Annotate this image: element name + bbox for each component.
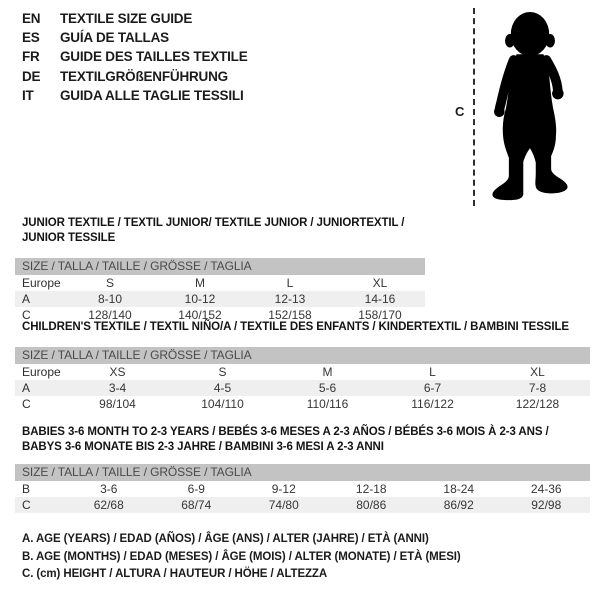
footnote-b: B. AGE (MONTHS) / EDAD (MESES) / ÂGE (MOIS) / ALTER (MONATE) / ETÀ (MESI) bbox=[22, 550, 461, 563]
lang-code: EN bbox=[22, 11, 41, 26]
lang-title: GUIDA ALLE TAGLIE TESSILI bbox=[60, 87, 244, 103]
size-cell: 7-8 bbox=[528, 381, 547, 395]
size-cell: 128/140 bbox=[88, 308, 132, 322]
size-cell: 104/110 bbox=[201, 397, 244, 411]
lang-title: GUIDE DES TAILLES TEXTILE bbox=[60, 49, 248, 65]
lang-row-it bbox=[22, 86, 248, 105]
height-label-c: C bbox=[455, 104, 465, 119]
section-junior-textile bbox=[15, 216, 425, 323]
section-babies-textile bbox=[15, 425, 590, 513]
size-cell: XS bbox=[109, 365, 126, 379]
lang-title: GUÍA DE TALLAS bbox=[60, 30, 169, 46]
row-label: Europe bbox=[22, 365, 61, 379]
row-label: A bbox=[22, 292, 31, 306]
size-cell: 6-9 bbox=[187, 482, 205, 496]
lang-row-en bbox=[22, 9, 248, 28]
size-cell: 10-12 bbox=[184, 292, 216, 306]
size-cell: 9-12 bbox=[271, 482, 296, 496]
size-cell: 68/74 bbox=[181, 498, 212, 512]
section-title: CHILDREN'S TEXTILE / TEXTIL NIÑO/A / TEXTILE DES ENFANTS / KINDERTEXTIL / BAMBINI TESSILE bbox=[22, 321, 569, 333]
babies-size-table bbox=[15, 481, 590, 513]
size-cell: 116/122 bbox=[411, 397, 454, 411]
table-row bbox=[15, 291, 425, 307]
row-label: C bbox=[22, 308, 31, 322]
size-cell: 12-18 bbox=[355, 482, 387, 496]
section-title-line2: BABYS 3-6 MONATE BIS 2-3 JAHRE / BAMBINI 3-6 MESI A 2-3 ANNI bbox=[22, 441, 384, 453]
size-cell: 152/158 bbox=[268, 308, 312, 322]
lang-code: DE bbox=[22, 68, 41, 84]
size-cell: 24-36 bbox=[530, 482, 562, 496]
size-cell: M bbox=[322, 365, 333, 379]
size-cell: 14-16 bbox=[364, 292, 396, 306]
footnote-c: C. (cm) HEIGHT / ALTURA / HAUTEUR / HÖHE / ALTEZZA bbox=[22, 568, 328, 581]
junior-size-table bbox=[15, 275, 425, 323]
lang-row-fr bbox=[22, 47, 248, 66]
size-cell: 4-5 bbox=[213, 381, 232, 395]
size-cell: 110/116 bbox=[306, 397, 349, 411]
size-cell: 86/92 bbox=[443, 498, 474, 512]
footnotes bbox=[22, 531, 461, 584]
size-cell: 12-13 bbox=[274, 292, 306, 306]
table-row bbox=[15, 396, 590, 412]
height-measure-dashed-line bbox=[473, 8, 475, 206]
language-header bbox=[22, 9, 248, 105]
size-header-bar: SIZE / TALLA / TAILLE / GRÖSSE / TAGLIA bbox=[15, 347, 590, 364]
section-title-line1: BABIES 3-6 MONTH TO 2-3 YEARS / BEBÉS 3-6 MESES A 2-3 AÑOS / BÉBÉS 3-6 MOIS À 2-3 ANS / bbox=[22, 426, 549, 438]
section-title: JUNIOR TEXTILE / TEXTIL JUNIOR/ TEXTILE JUNIOR / JUNIORTEXTIL / JUNIOR TESSILE bbox=[22, 217, 405, 244]
size-cell: S bbox=[218, 365, 227, 379]
size-cell: 18-24 bbox=[443, 482, 475, 496]
size-cell: XL bbox=[530, 365, 545, 379]
baby-silhouette-icon bbox=[482, 6, 578, 208]
row-label: C bbox=[22, 397, 31, 411]
lang-code: ES bbox=[22, 30, 40, 46]
size-cell: 5-6 bbox=[318, 381, 337, 395]
table-row bbox=[15, 481, 590, 497]
size-cell: S bbox=[105, 276, 114, 290]
lang-row-de bbox=[22, 67, 248, 86]
size-cell: 8-10 bbox=[97, 292, 123, 306]
size-cell: 92/98 bbox=[531, 498, 562, 512]
size-cell: L bbox=[429, 365, 436, 379]
lang-title: TEXTILGRÖßENFÜHRUNG bbox=[60, 68, 228, 84]
table-row bbox=[15, 497, 590, 513]
size-cell: 74/80 bbox=[268, 498, 299, 512]
lang-code: IT bbox=[22, 87, 34, 103]
section-children-textile bbox=[15, 320, 590, 412]
table-row bbox=[15, 380, 590, 396]
lang-row-es bbox=[22, 28, 248, 47]
size-header-bar: SIZE / TALLA / TAILLE / GRÖSSE / TAGLIA bbox=[15, 464, 590, 481]
table-row bbox=[15, 275, 425, 291]
size-cell: 158/170 bbox=[358, 308, 402, 322]
row-label: A bbox=[22, 381, 31, 395]
size-cell: XL bbox=[372, 276, 388, 290]
lang-title: TEXTILE SIZE GUIDE bbox=[60, 11, 193, 26]
size-cell: 98/104 bbox=[99, 397, 136, 411]
size-cell: 140/152 bbox=[178, 308, 222, 322]
size-cell: 80/86 bbox=[356, 498, 387, 512]
size-cell: 3-6 bbox=[100, 482, 118, 496]
size-cell: 3-4 bbox=[108, 381, 127, 395]
size-cell: 122/128 bbox=[515, 397, 560, 411]
size-cell: L bbox=[286, 276, 294, 290]
table-row bbox=[15, 364, 590, 380]
lang-code: FR bbox=[22, 49, 40, 65]
size-cell: 6-7 bbox=[423, 381, 442, 395]
size-cell: 62/68 bbox=[93, 498, 124, 512]
footnote-a: A. AGE (YEARS) / EDAD (AÑOS) / ÂGE (ANS) / ALTER (JAHRE) / ETÀ (ANNI) bbox=[22, 533, 429, 545]
row-label: B bbox=[22, 482, 31, 496]
size-cell: M bbox=[195, 276, 205, 290]
row-label: Europe bbox=[22, 276, 61, 290]
size-header-bar: SIZE / TALLA / TAILLE / GRÖSSE / TAGLIA bbox=[15, 258, 425, 275]
row-label: C bbox=[22, 498, 31, 512]
children-size-table bbox=[15, 364, 590, 412]
